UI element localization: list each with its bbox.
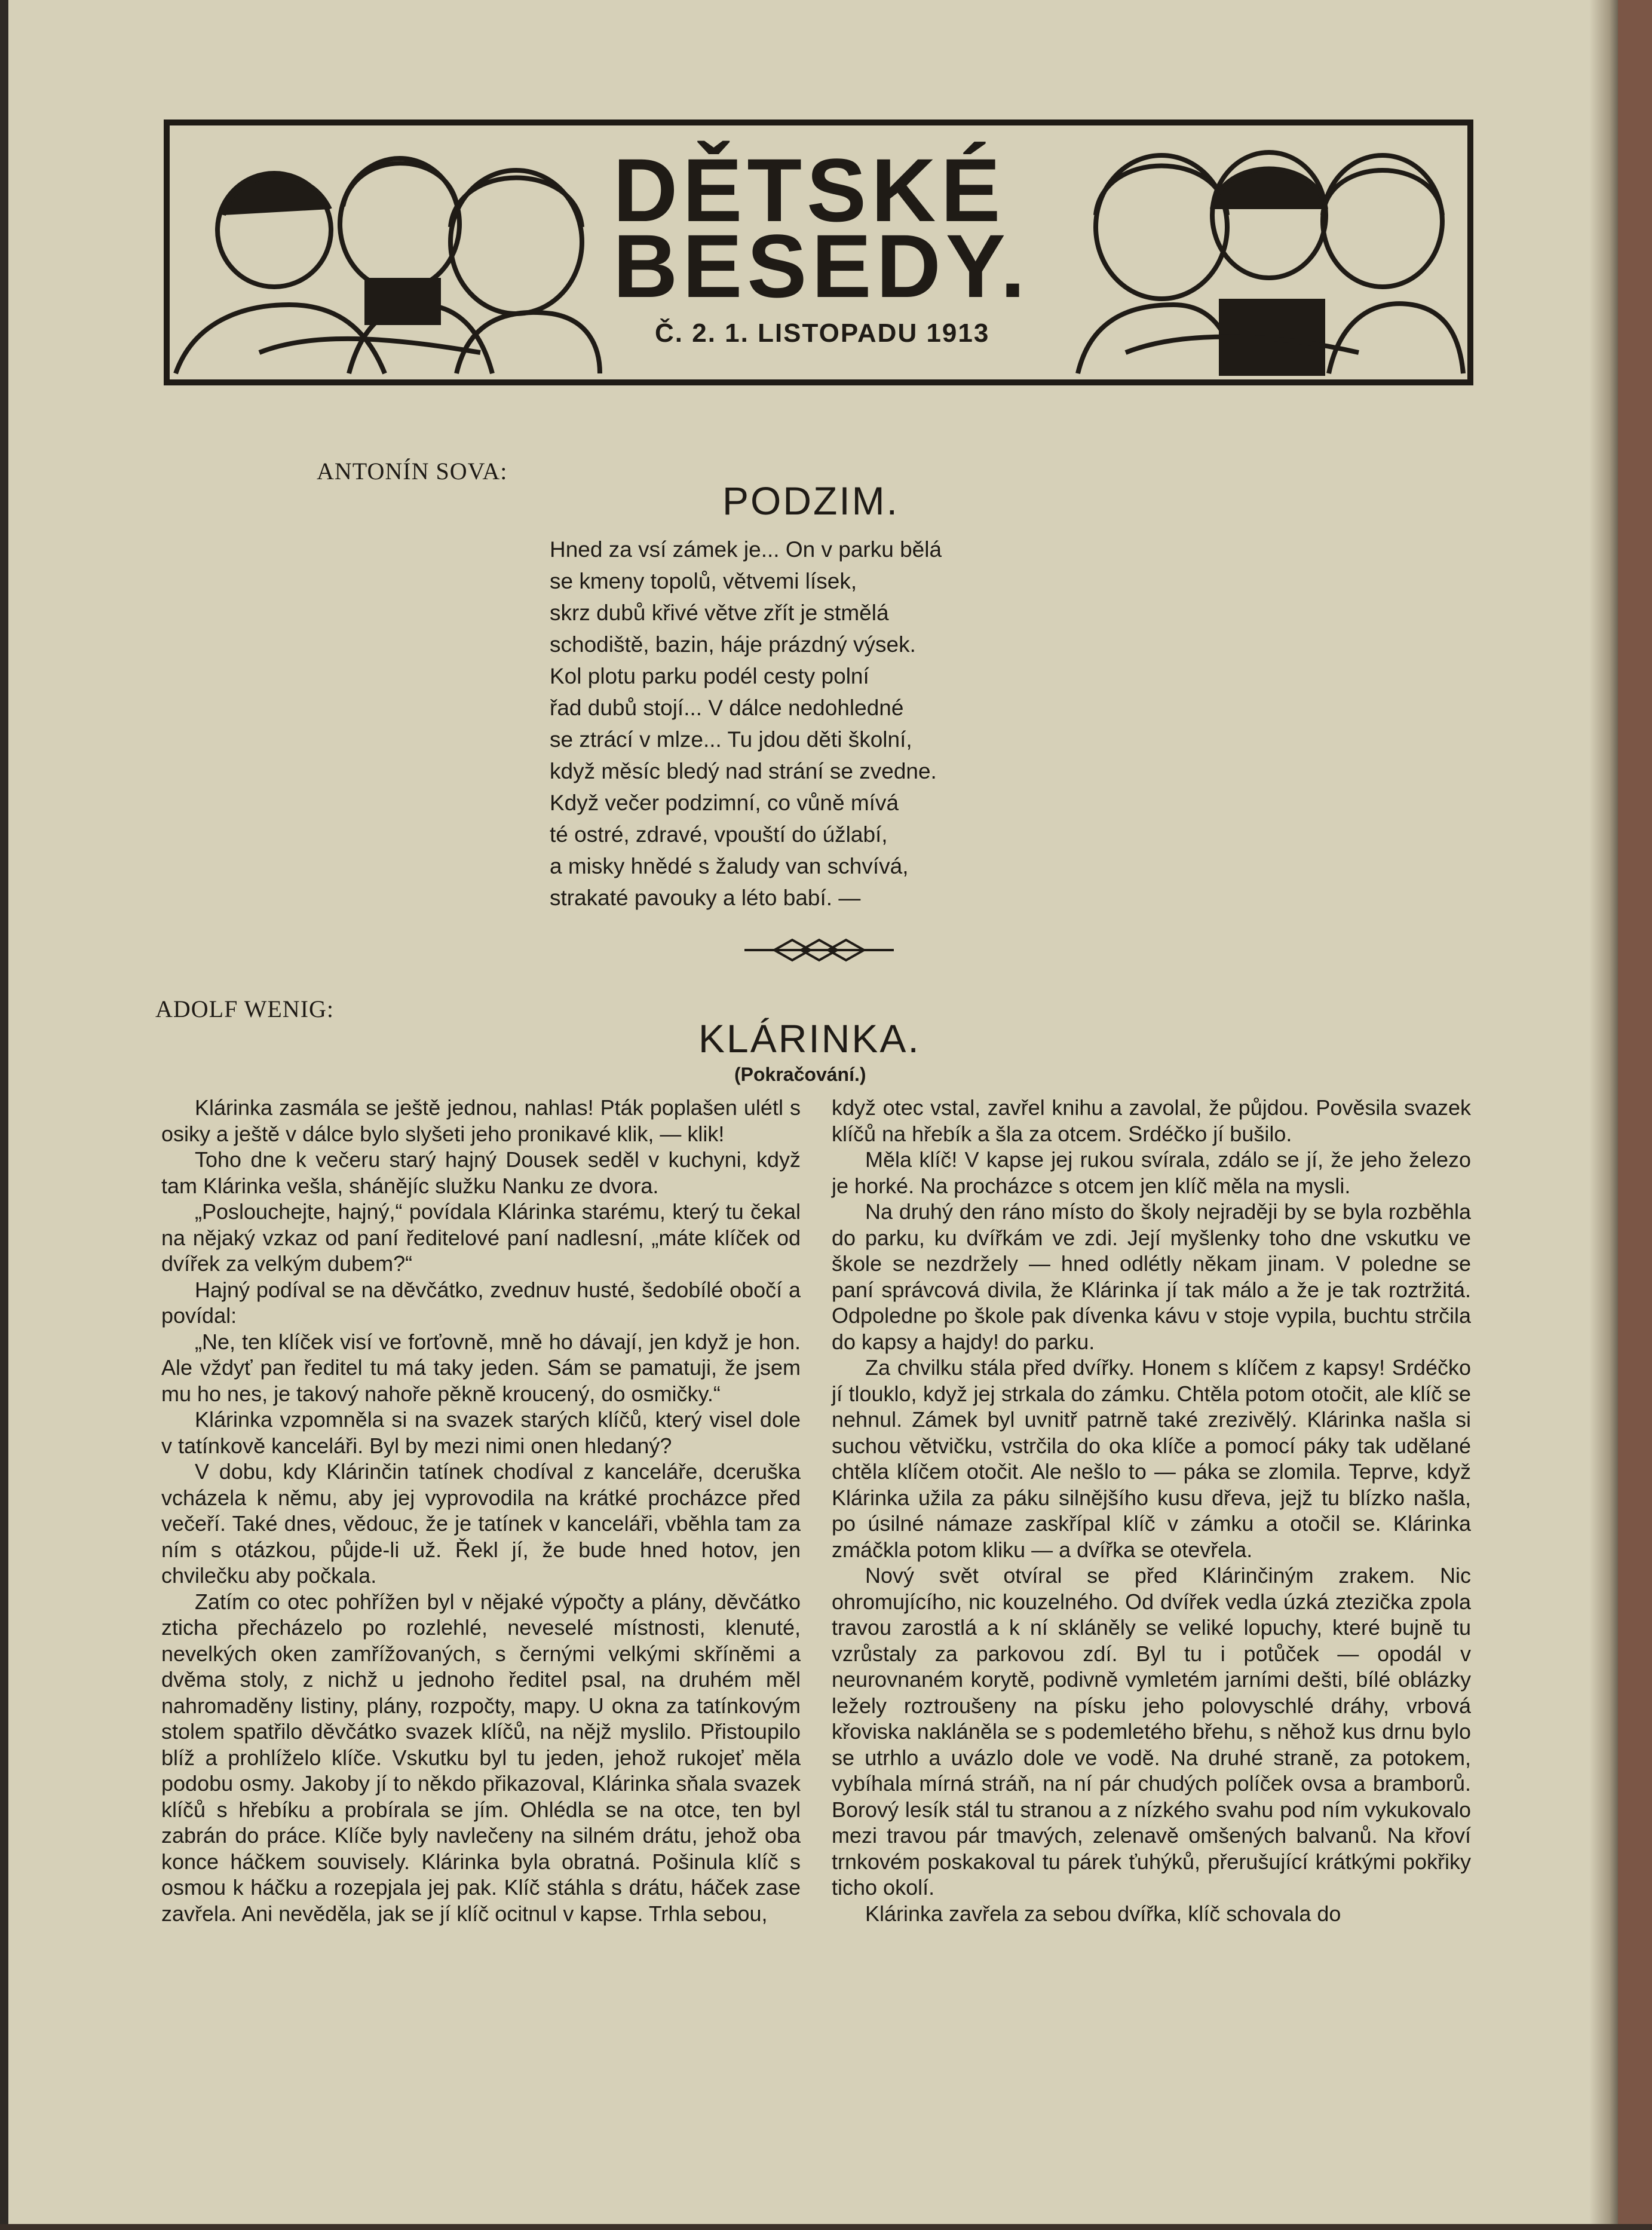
story-title: KLÁRINKA. — [698, 1016, 921, 1061]
magazine-title-line2: BESEDY. — [613, 216, 1030, 316]
masthead — [164, 120, 1473, 385]
poem-line: a misky hnědé s žaludy van schvívá, — [550, 854, 909, 878]
poem-author: ANTONÍN SOVA: — [317, 458, 508, 485]
magazine-page — [8, 0, 1618, 2224]
poem-line: schodiště, bazin, háje prázdný výsek. — [550, 632, 916, 657]
section-divider-ornament — [744, 935, 894, 965]
story-column-left — [161, 1095, 801, 1926]
poem-line: strakaté pavouky a léto babí. — — [550, 886, 861, 910]
poem-line: když měsíc bledý nad strání se zvedne. — [550, 759, 937, 783]
poem-line: Hned za vsí zámek je... On v parku bělá — [550, 537, 942, 562]
story-paragraph: Klárinka zavřela za sebou dvířka, klíč schovala do — [865, 1901, 1341, 1926]
poem-body — [550, 534, 1075, 914]
story-paragraph: když otec vstal, zavřel knihu a zavolal, že půjdou. Pověsila svazek klíčů na hřebík a šla za otcem. Srdéčko jí bušilo. — [832, 1095, 1471, 1146]
story-paragraph: „Ne, ten klíček visí ve forťovně, mně ho dávají, jen když je hon. Ale vždyť pan ředitel tu má taky jeden. Sám se pamatuji, že jsem mu ho nes, je takový nahoře pěkně kroucený, do osmičky.“ — [161, 1329, 801, 1406]
page-gutter-shadow — [1589, 0, 1618, 2224]
poem-line: se ztrácí v mlze... Tu jdou děti školní, — [550, 727, 912, 752]
story-paragraph: Nový svět otvíral se před Klárinčiným zrakem. Nic ohromujícího, nic kouzelného. Od dvířek vedla úzká ztezička zpola travou zarostlá a k ní skláněly se veliké lopuchy, které bujně tu vzrůstaly za parkovou zdí. Byl tu i potůček — opodál v neurovnaném korytě, podivně vymletém jarními dešti, bílé oblázky ležely roztroušeny na písku jeho polovyschlé dráhy, vrbová křoviska nakláněla se s podemletého břehu, s něhož kus drnu bylo se utrhlo a uvázlo dole ve vodě. Na druhé straně, za potokem, vybíhala mírná stráň, na ní pár chudých políček ovsa a bramborů. Borový lesík stál tu stranou a z nízkého svahu pod ním vykukovalo mezi travou pár tmavých, zelenavě omšených balvanů. Na křoví trnkovém poskakoval tu párek ťuhýků, přerušující krátkými pokřiky ticho okolí. — [832, 1563, 1471, 1900]
story-paragraph: Toho dne k večeru starý hajný Dousek seděl v kuchyni, když tam Klárinka vešla, shánějíc služku Nanku ze dvora. — [161, 1147, 801, 1198]
story-column-right — [832, 1095, 1471, 1926]
story-paragraph: Klárinka vzpomněla si na svazek starých klíčů, který visel dole v tatínkově kanceláři. Byl by mezi nimi onen hledaný? — [161, 1407, 801, 1458]
poem-line: skrz dubů křivé větve zřít je stmělá — [550, 601, 889, 625]
issue-date: Č. 2. 1. LISTOPADU 1913 — [655, 318, 990, 348]
story-paragraph: V dobu, kdy Klárinčin tatínek chodíval z kanceláře, dceruška vcházela k němu, aby jej vyprovodila na krátké procházce před večeří. Také dnes, vědouc, že je tatínek v kanceláři, vběhla tam za ním s otázkou, půjde-li už. Řekl jí, že bude hned hotov, jen chvilečku aby počkala. — [161, 1459, 801, 1588]
story-paragraph: Za chvilku stála před dvířky. Honem s klíčem z kapsy! Srdéčko jí tlouklo, když jej strkala do zámku. Chtěla potom otočit, ale klíč se nehnul. Zámek byl uvnitř patrně také zrezivělý. Klárinka našla si suchou větvičku, vstrčila do oka klíče a pomocí páky tak udělané chtěla klíčem otočit. Ale nešlo to — páka se zlomila. Teprve, když Klárinka užila za páku silnějšího kusu dřeva, jejž tu blízko našla, po úsilné námaze zaskřípal klíč v zámku a otočil se. Klárinka zmáčkla potom kliku — a dvířka se otevřela. — [832, 1355, 1471, 1562]
story-paragraph: Hajný podíval se na děvčátko, zvednuv husté, šedobílé obočí a povídal: — [161, 1277, 801, 1328]
poem-title: PODZIM. — [722, 479, 899, 523]
story-author: ADOLF WENIG: — [155, 995, 335, 1022]
story-paragraph: Měla klíč! V kapse jej rukou svírala, zdálo se jí, že jeho železo je horké. Na procházce s otcem jen klíč měla na mysli. — [832, 1147, 1471, 1198]
scan-edge-bottom — [0, 2224, 1652, 2230]
story-subtitle: (Pokračování.) — [734, 1064, 866, 1085]
story-paragraph: „Poslouchejte, hajný,“ povídala Klárinka starému, který tu čekal na nějaký vzkaz od paní ředitelové paní nadlesní, „máte klíček od dvířek za velkým dubem?“ — [161, 1199, 801, 1276]
story-paragraph: Klárinka zasmála se ještě jednou, nahlas! Pták poplašen ulétl s osiky a ještě v dálce bylo slyšeti jeho pronikavé klik, — klik! — [161, 1095, 801, 1146]
poem-line: se kmeny topolů, větvemi lísek, — [550, 569, 857, 593]
scan-edge-right — [1618, 0, 1652, 2230]
poem-line: té ostré, zdravé, vpouští do úžlabí, — [550, 822, 888, 847]
story-paragraph: Zatím co otec pohřížen byl v nějaké výpočty a plány, děvčátko zticha přecházelo po rozlehlé, neveselé místnosti, klenuté, nevelkých oken zamřížovaných, s černými velkými skříněmi a dvěma stoly, z nichž u jednoho ředitel psal, na druhém měl nahromaděny listiny, plány, rozpočty, mapy. U okna za tatínkovým stolem spatřilo děvčátko svazek klíčů, na nějž myslilo. Přistoupilo blíž a prohlíželo klíče. Vskutku byl tu jeden, jehož rukojeť měla podobu osmy. Jakoby jí to někdo přikazoval, Klárinka sňala svazek klíčů s hřebíku a probírala se jím. Ohlédla se na otce, ten byl zabrán do práce. Klíče byly navlečeny na silném drátu, jehož oba konce háčkem souvisely. Klárinka byla obratná. Pošinula klíč s osmou k háčku a rozepjala jej pak. Klíč stáhla s drátu, háček zase zavřela. Ani nevěděla, jak se jí klíč ocitnul v kapse. Trhla sebou, — [161, 1589, 801, 1926]
poem-line: Kol plotu parku podél cesty polní — [550, 664, 869, 688]
magazine-title-line1: DĚTSKÉ — [613, 140, 1006, 240]
scan-edge-left — [0, 0, 8, 2230]
poem-line: Když večer podzimní, co vůně mívá — [550, 791, 899, 815]
poem-line: řad dubů stojí... V dálce nedohledné — [550, 696, 904, 720]
story-paragraph: Na druhý den ráno místo do školy nejraději by se byla rozběhla do parku, ku dvířkám ve zdi. Její myšlenky toho dne vskutku ve škole se nezdržely — hned odlétly někam jinam. V poledne se paní správcová divila, že Klárinka jí tak málo a že je tak roztržitá. Odpoledne po škole pak dívenka kávu v stoje vypila, buchtu strčila do kapsy a hajdy! do parku. — [832, 1199, 1471, 1354]
